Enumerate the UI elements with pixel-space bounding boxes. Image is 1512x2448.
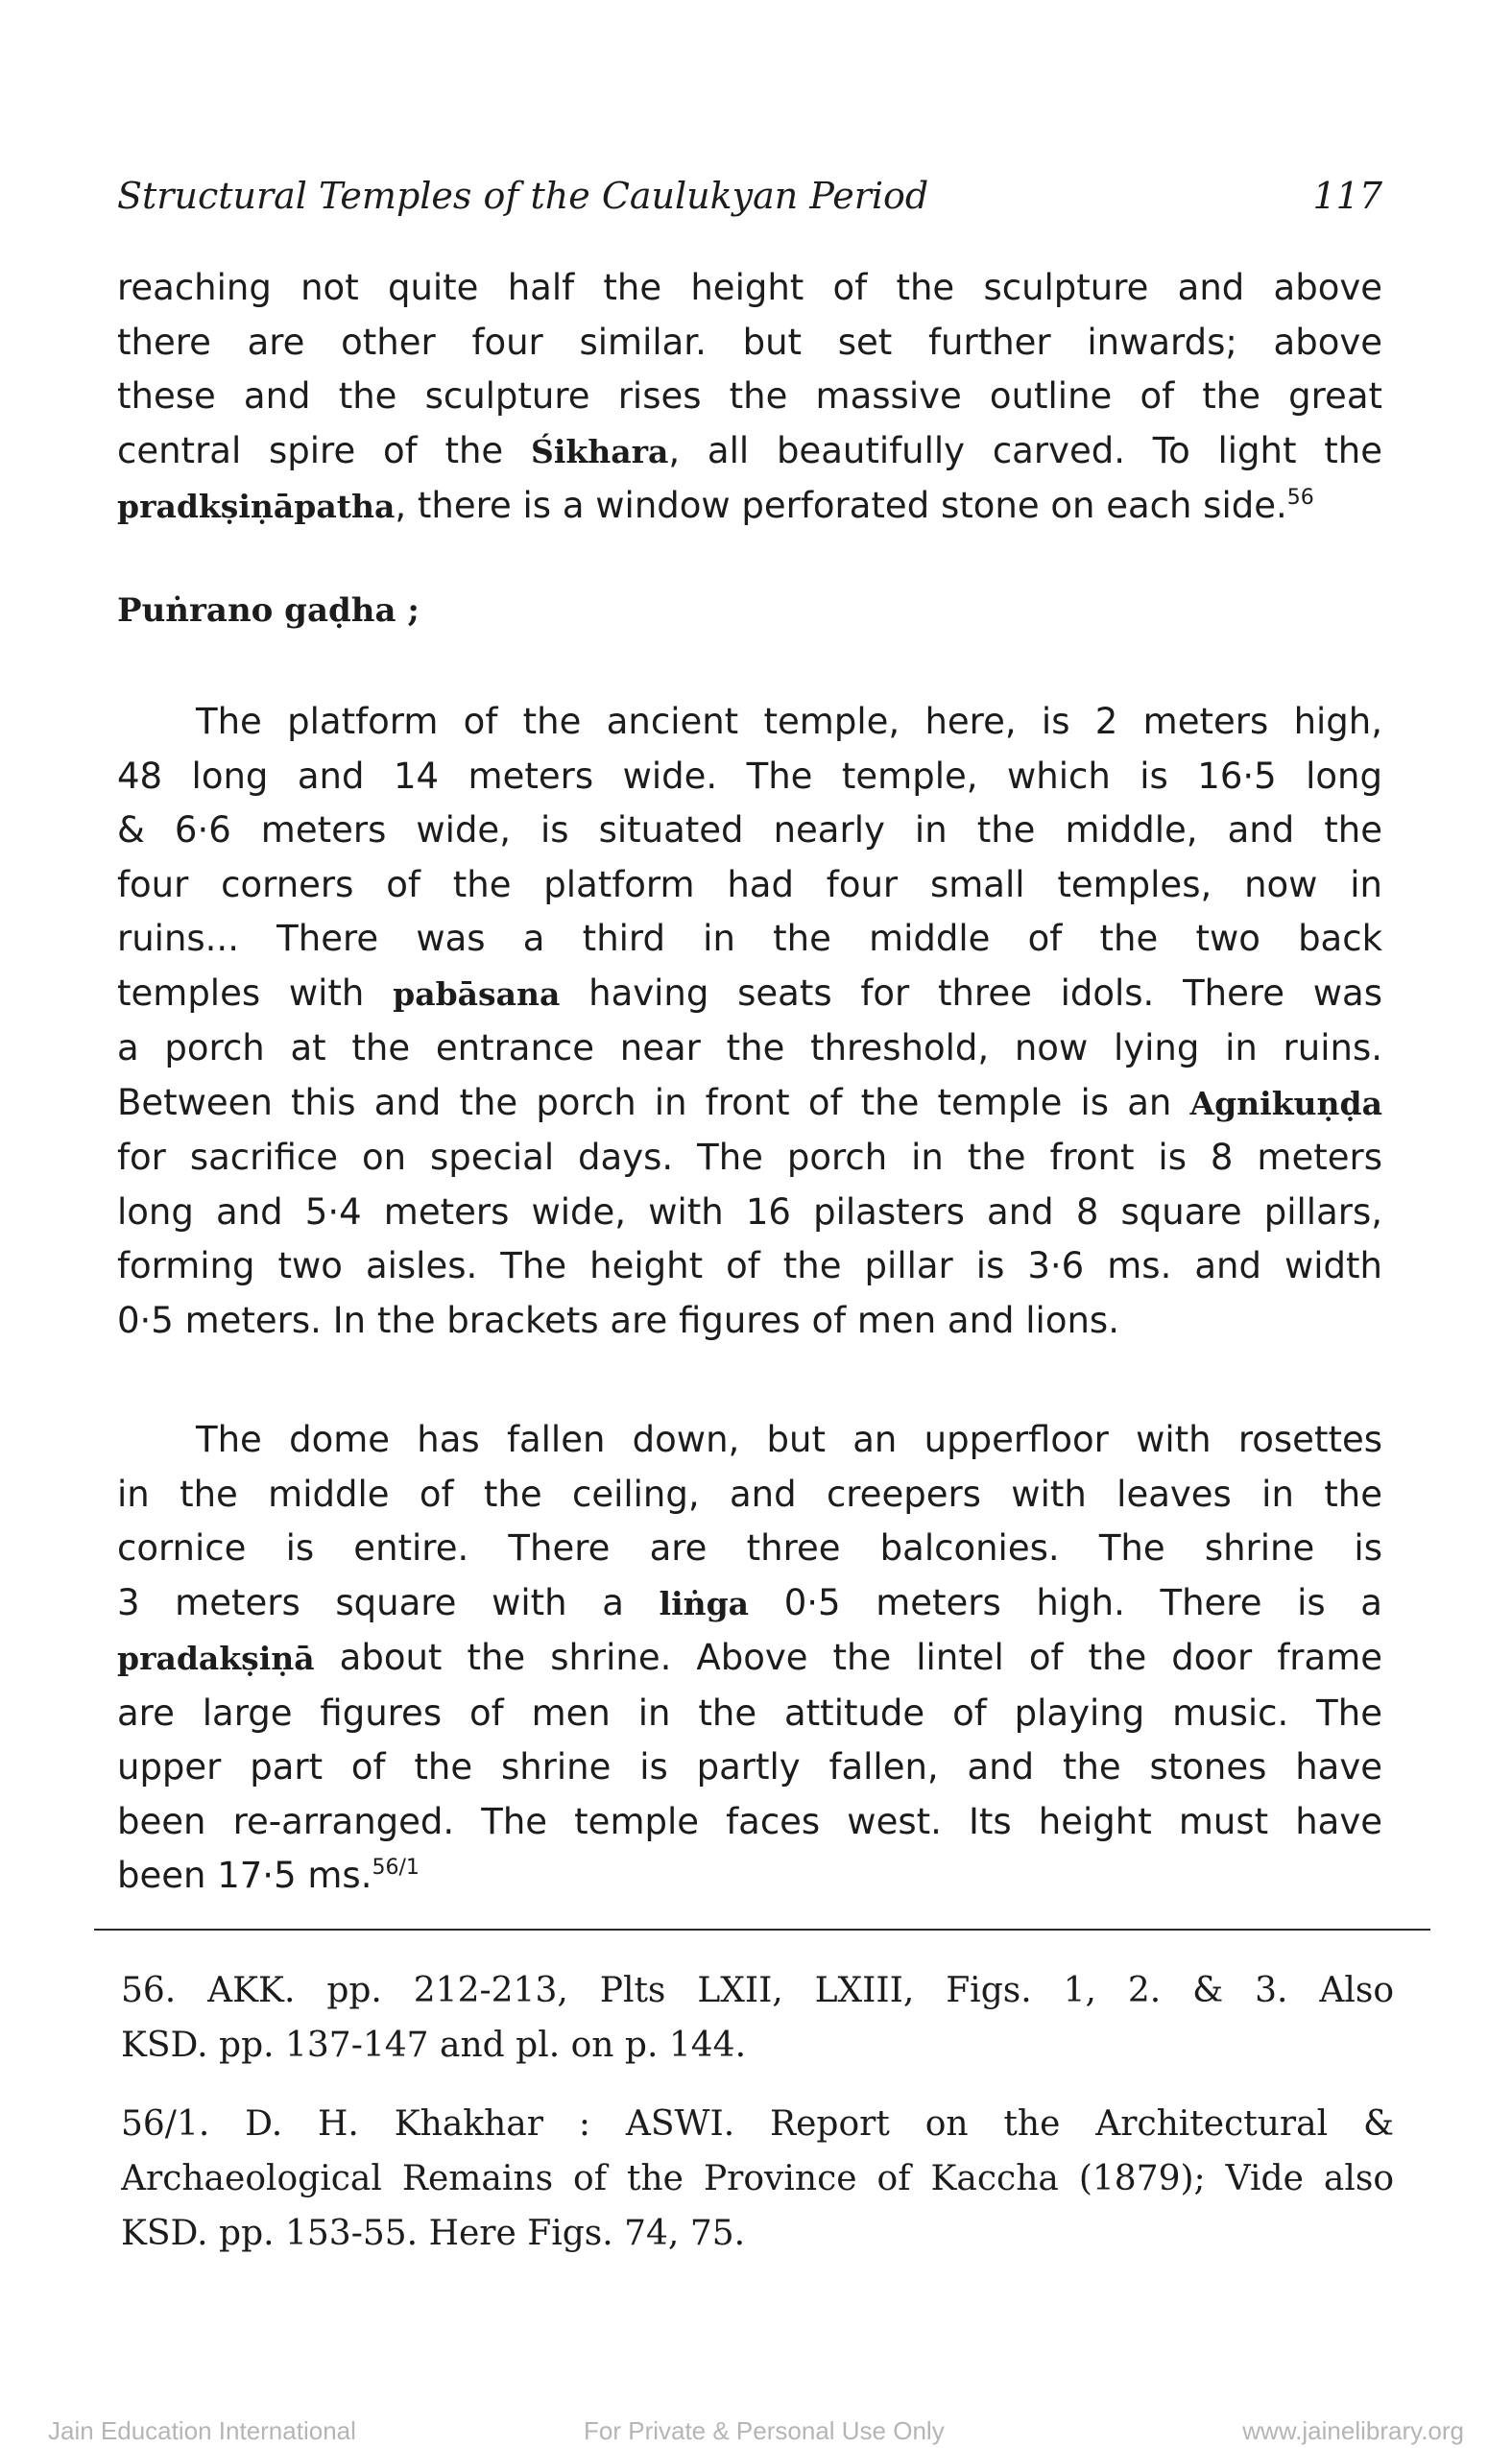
term-sikhara: Śikhara	[530, 432, 669, 470]
footnote-line: KSD. pp. 153-55. Here Figs. 74, 75.	[121, 2214, 746, 2253]
text-line: 0·5 meters. In the brackets are figures of men and lions.	[117, 1299, 1119, 1341]
text-line: cornice is entire. There are three balconies. The shrine is	[117, 1527, 1382, 1569]
text-run: been 17·5 ms.	[117, 1855, 372, 1896]
running-head	[117, 175, 1382, 232]
footnote-line: 56/1. D. H. Khakhar : ASWI. Report on the Architectural &	[121, 2104, 1394, 2144]
text-line: ruins... There was a third in the middle of the two back	[117, 918, 1382, 959]
text-line: there are other four similar. but set further inwards; above	[117, 321, 1382, 363]
text-line: a porch at the entrance near the threshold, now lying in ruins.	[117, 1027, 1382, 1068]
text-run: , there is a window perforated stone on each side.	[395, 485, 1287, 526]
text-run: Between this and the porch in front of the temple is an	[117, 1081, 1190, 1123]
footnote-divider	[94, 1929, 1430, 1931]
footer-website: www.jainelibrary.org	[1242, 2416, 1464, 2445]
text-line	[117, 479, 1382, 535]
section-heading: Puṅrano gaḍha ;	[117, 591, 420, 630]
footnote-line: 56. AKK. pp. 212-213, Plts LXII, LXIII, Figs. 1, 2. & 3. Also	[121, 1971, 1394, 2010]
running-title: Structural Temples of the Caulukyan Period	[117, 175, 929, 217]
footnote-line: KSD. pp. 137-147 and pl. on p. 144.	[121, 2026, 747, 2065]
footnote-line: Archaeological Remains of the Province of Kaccha (1879); Vide also	[121, 2159, 1394, 2198]
text-line: these and the sculpture rises the massive outline of the great	[117, 375, 1382, 417]
text-line: The platform of the ancient temple, here, is 2 meters high,	[196, 701, 1382, 742]
text-line: long and 5·4 meters wide, with 16 pilasters and 8 square pillars,	[117, 1190, 1382, 1233]
text-run: , all beautifully carved. To light the	[668, 429, 1382, 471]
text-line: forming two aisles. The height of the pillar is 3·6 ms. and width	[117, 1245, 1382, 1286]
page-number: 117	[1312, 175, 1382, 217]
text-line: 48 long and 14 meters wide. The temple, which is 16·5 long	[117, 755, 1382, 797]
text-line: & 6·6 meters wide, is situated nearly in the middle, and the	[117, 809, 1382, 851]
text-line: in the middle of the ceiling, and creepers with leaves in the	[117, 1473, 1382, 1515]
text-run: 0·5 meters high. There is a	[749, 1581, 1382, 1623]
text-line	[117, 424, 1382, 480]
term-agnikunda: Agnikuṇḍa	[1189, 1084, 1382, 1122]
footer-publisher: Jain Education International	[48, 2416, 356, 2445]
text-line: for sacrifice on special days. The porch in the front is 8 meters	[117, 1137, 1382, 1178]
footnote-56	[121, 1963, 1394, 2073]
text-line: The dome has fallen down, but an upperfloor with rosettes	[196, 1419, 1382, 1460]
text-line: reaching not quite half the height of the sculpture and above	[117, 267, 1382, 308]
text-line	[117, 1576, 1382, 1632]
text-line	[117, 1849, 1382, 1904]
paragraph-3	[117, 1413, 1382, 1904]
paragraph-1	[117, 261, 1382, 535]
text-line	[117, 1076, 1382, 1132]
text-line	[117, 1631, 1382, 1687]
footnote-56-1	[121, 2097, 1394, 2261]
term-pradksinapatha: pradkṣiṇāpatha	[117, 488, 396, 525]
page-footer	[0, 2416, 1512, 2448]
term-pabasana: pabāsana	[393, 974, 561, 1013]
text-run: 3 meters square with a	[117, 1581, 660, 1623]
footnote-ref-56: 56	[1286, 486, 1314, 510]
footnote-ref-56-1: 56/1	[372, 1856, 420, 1880]
text-run: about the shrine. Above the lintel of the door frame	[314, 1637, 1382, 1678]
text-run: central spire of the	[117, 429, 531, 471]
text-line: four corners of the platform had four small temples, now in	[117, 863, 1382, 905]
text-run: temples with	[117, 972, 394, 1014]
term-pradaksina: pradakṣiṇā	[117, 1640, 315, 1677]
text-line: upper part of the shrine is partly fallen, and the stones have	[117, 1746, 1382, 1788]
text-run: having seats for three idols. There was	[560, 972, 1382, 1014]
text-line: are large figures of men in the attitude of playing music. The	[117, 1692, 1382, 1734]
footer-usage-note: For Private & Personal Use Only	[584, 2416, 945, 2445]
text-line: been re-arranged. The temple faces west. Its height must have	[117, 1800, 1382, 1842]
term-linga: liṅga	[659, 1584, 750, 1622]
paragraph-2	[117, 695, 1382, 1348]
text-line	[117, 967, 1382, 1022]
